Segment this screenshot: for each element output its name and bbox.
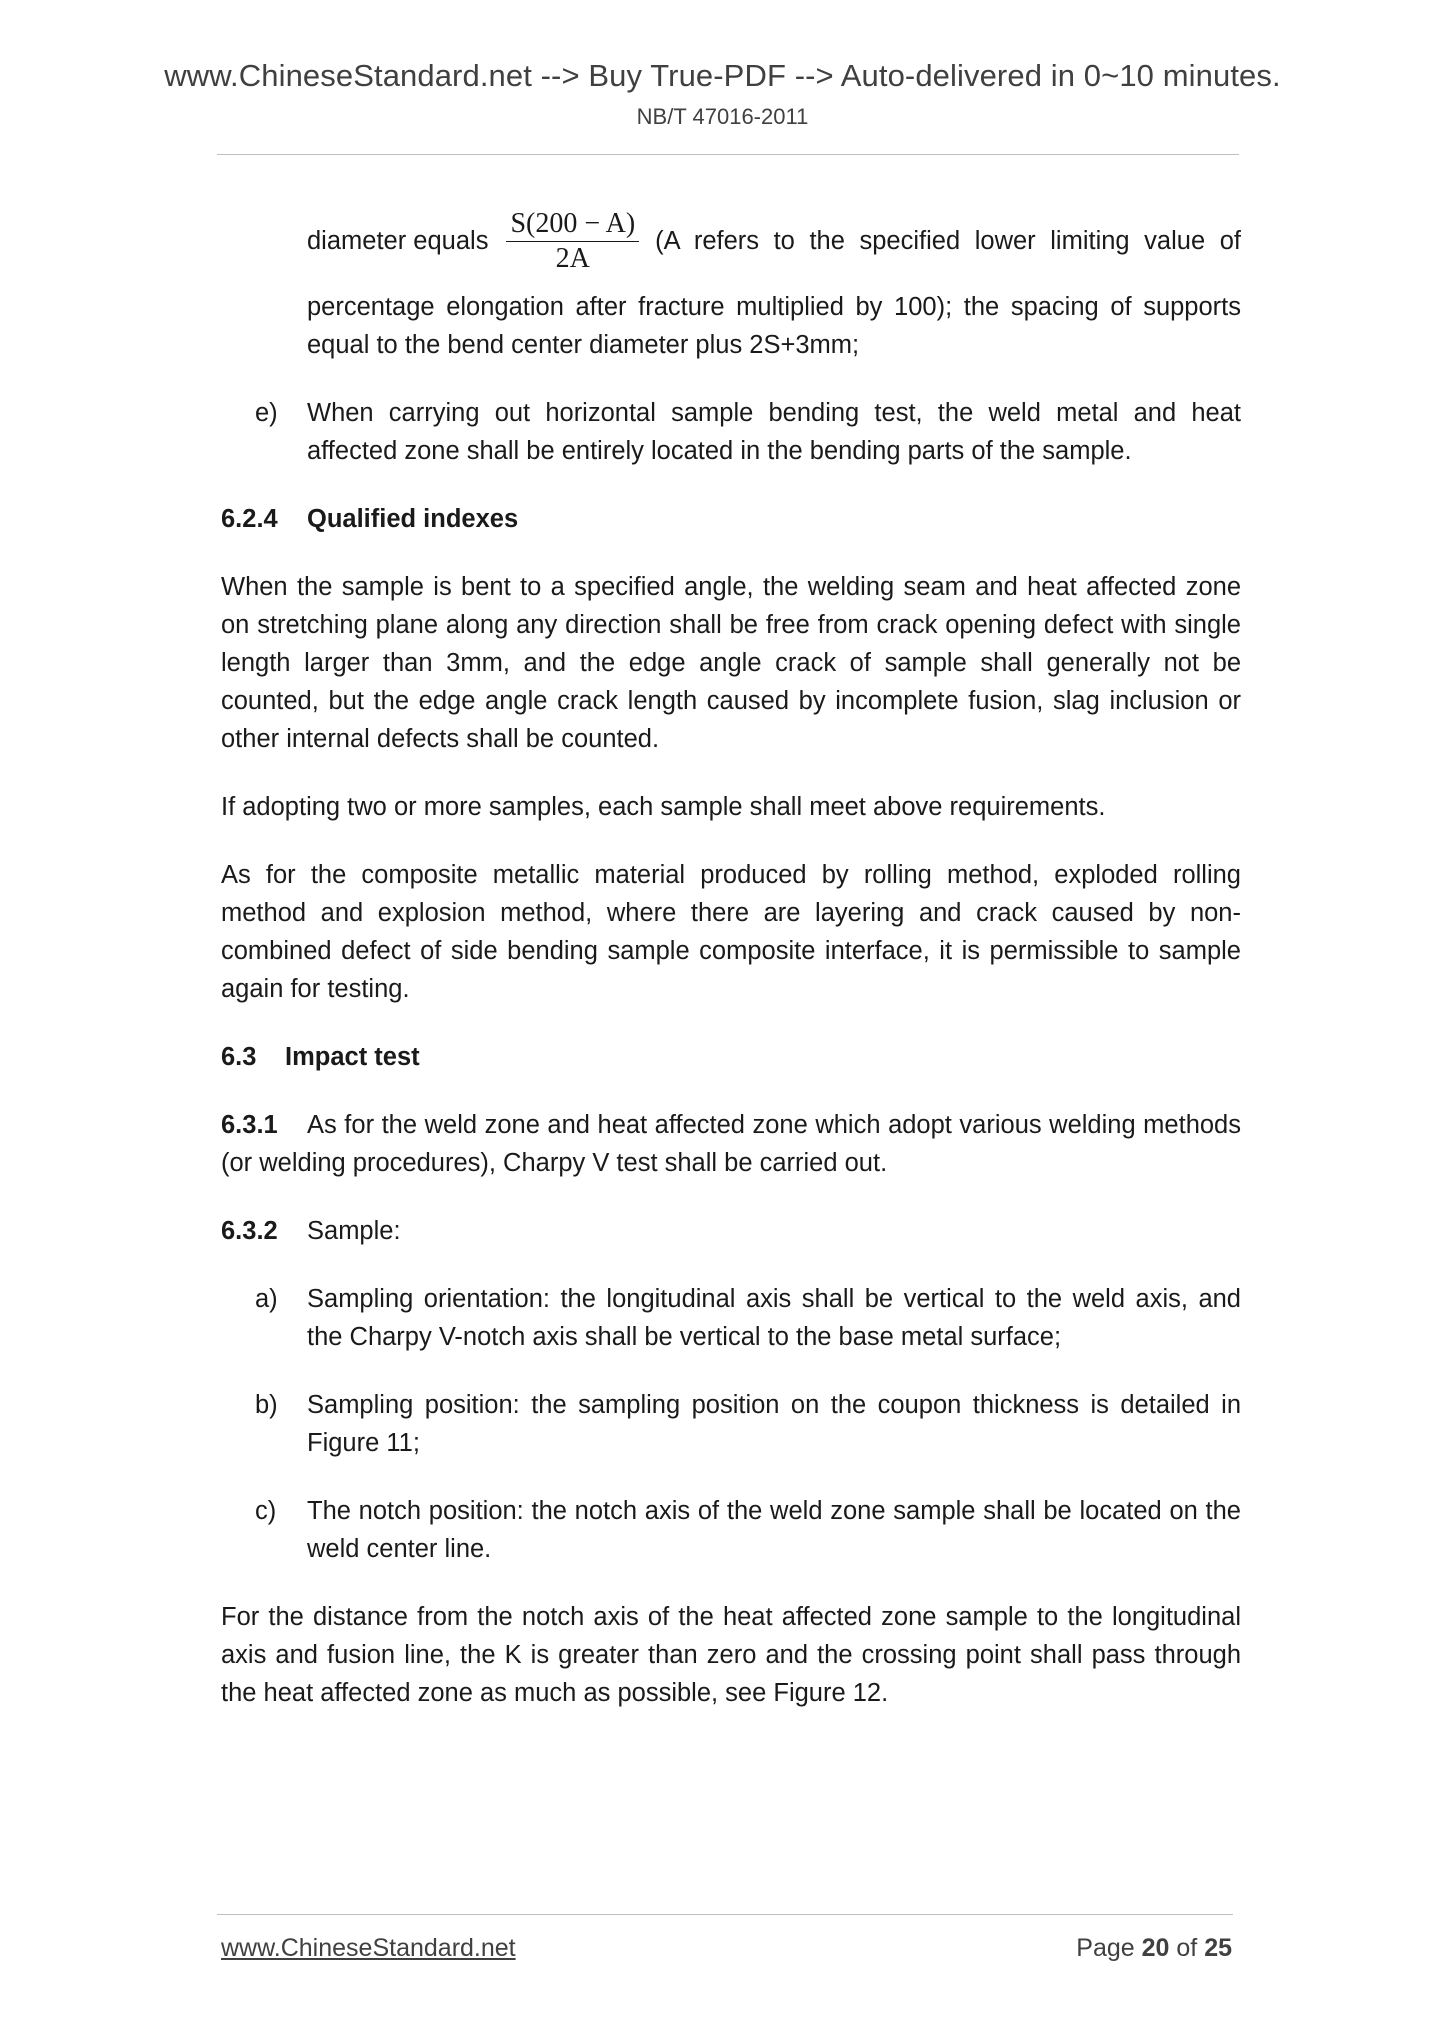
clause-6-3-2 [221, 1212, 1241, 1250]
section-title: Qualified indexes [307, 505, 519, 533]
list-label: e) [255, 399, 278, 427]
clause-number: 6.3.1 [221, 1111, 278, 1139]
section-heading-6-2-4 [221, 500, 1241, 538]
diameter-formula-line [307, 194, 1241, 288]
document-code: NB/T 47016-2011 [636, 104, 809, 129]
paragraph: For the distance from the notch axis of the heat affected zone sample to the longitudinal axis and fusion line, the K is greater than zero and the crossing point shall pass through the heat affected zone as much as possible, see Figure 12. [221, 1603, 1241, 1707]
section-number: 6.2.4 [221, 505, 278, 533]
formula-fraction [506, 207, 639, 276]
clause-6-3-1 [221, 1106, 1241, 1182]
list-label: a) [255, 1285, 278, 1313]
page-of: of [1176, 1934, 1198, 1962]
header-divider [217, 154, 1239, 155]
list-text: Sampling orientation: the longitudinal axis shall be vertical to the weld axis, and the Charpy V-notch axis shall be vertical to the base metal surface; [307, 1285, 1241, 1351]
page-current: 20 [1141, 1934, 1170, 1962]
formula-numerator: S(200 − A) [506, 207, 639, 242]
paragraph: As for the composite metallic material produced by rolling method, exploded rolling method and explosion method, where there are layering and crack caused by non-combined defect of side bending sample composite interface, it is permissible to sample again for testing. [221, 861, 1241, 1003]
page-total: 25 [1204, 1934, 1232, 1962]
page-body [221, 200, 1241, 1712]
section-number: 6.3 [221, 1043, 257, 1071]
formula-suffix: (A refers to the specified lower limiting value of [655, 227, 1241, 255]
list-item-b [221, 1386, 1241, 1462]
formula-continuation: percentage elongation after fracture multiplied by 100); the spacing of supports equal to the bend center diameter plus 2S+3mm; [307, 293, 1241, 359]
section-title: Impact test [285, 1043, 420, 1071]
clause-number: 6.3.2 [221, 1217, 278, 1245]
paragraph: If adopting two or more samples, each sample shall meet above requirements. [221, 793, 1106, 821]
list-item-c [221, 1492, 1241, 1568]
list-label: b) [255, 1391, 278, 1419]
paragraph: When the sample is bent to a specified angle, the welding seam and heat affected zone on stretching plane along any direction shall be free from crack opening defect with single length larger than 3mm, and the edge angle crack of sample shall generally not be counted, but the edge angle crack length caused by incomplete fusion, slag inclusion or other internal defects shall be counted. [221, 573, 1241, 753]
list-text: The notch position: the notch axis of the weld zone sample shall be located on the weld center line. [307, 1497, 1241, 1563]
list-text: When carrying out horizontal sample bending test, the weld metal and heat affected zone shall be entirely located in the bending parts of the sample. [307, 399, 1241, 465]
list-item-a [221, 1280, 1241, 1356]
section-heading-6-3 [221, 1038, 1241, 1076]
page-number [1076, 1934, 1232, 1963]
list-text: Sampling position: the sampling position on the coupon thickness is detailed in Figure 11; [307, 1391, 1241, 1457]
list-item-e [221, 394, 1241, 470]
clause-text: Sample: [307, 1217, 401, 1245]
footer-site-link[interactable]: www.ChineseStandard.net [221, 1934, 516, 1962]
formula-prefix: diameter equals [307, 227, 489, 255]
formula-denominator: 2A [555, 242, 590, 274]
page-prefix: Page [1076, 1934, 1135, 1962]
header-banner[interactable]: www.ChineseStandard.net --> Buy True-PDF --> Auto-delivered in 0~10 minutes. [164, 58, 1281, 93]
footer-divider [217, 1914, 1233, 1915]
list-label: c) [255, 1497, 277, 1525]
clause-text: As for the weld zone and heat affected zone which adopt various welding methods (or welding procedures), Charpy V test shall be carried out. [221, 1111, 1241, 1177]
